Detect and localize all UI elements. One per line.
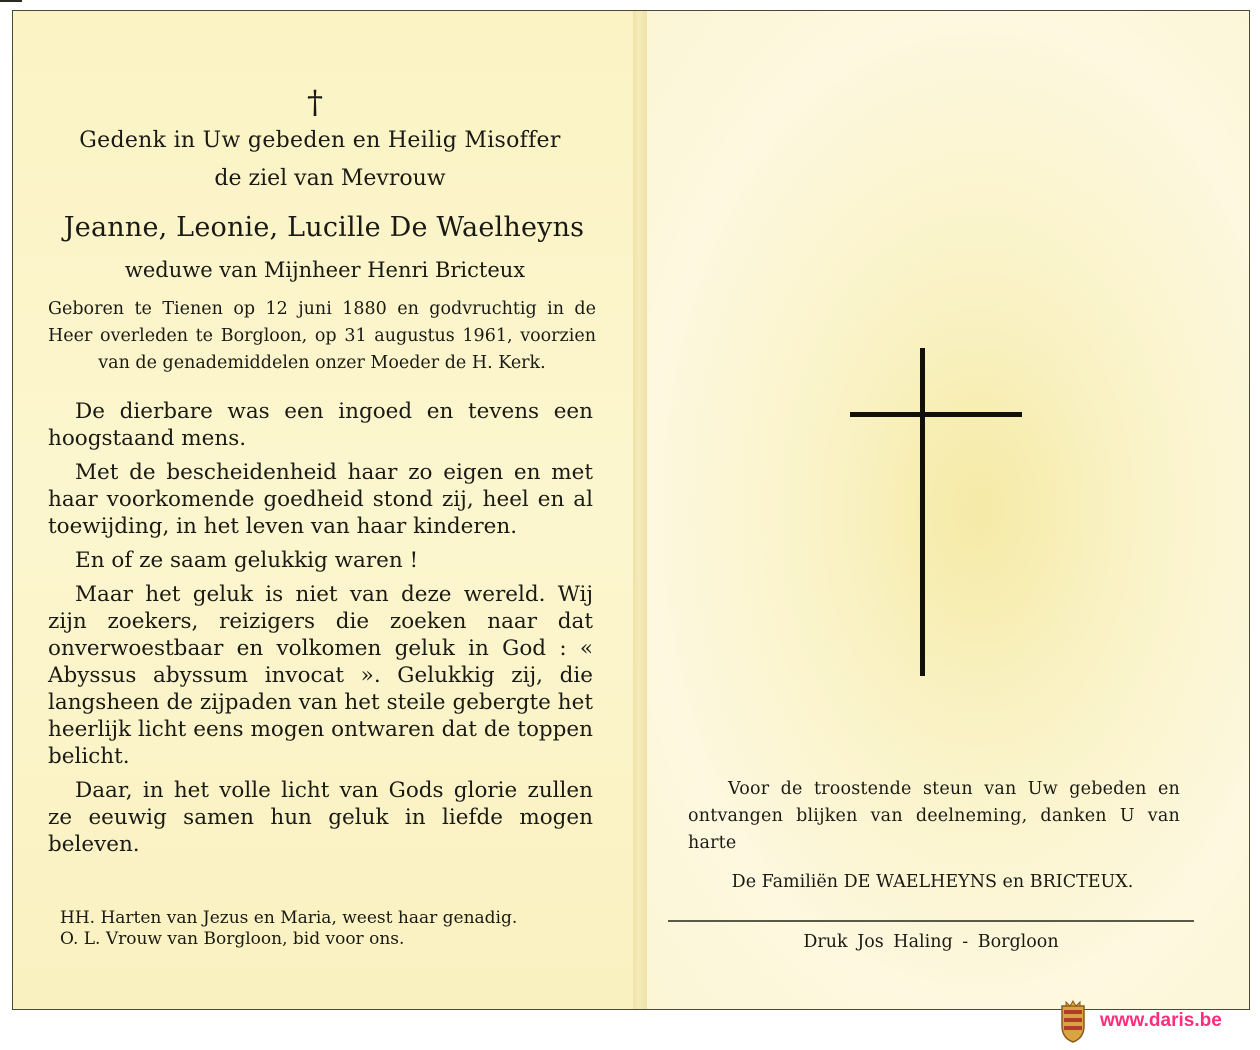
prayer-2: O. L. Vrouw van Borgloon, bid voor ons. [60, 929, 405, 949]
deceased-name: Jeanne, Leonie, Lucille De Waelheyns [63, 212, 585, 243]
right-panel [647, 11, 1249, 1009]
large-cross-vertical-icon [920, 348, 925, 676]
thanks-paragraph: Voor de troostende steun van Uw gebeden en ontvangen blijken van deelneming, danken U van harte [688, 779, 1180, 853]
memorial-text [48, 398, 593, 865]
watermark-link[interactable]: www.daris.be [1100, 1010, 1222, 1031]
prayer-1: HH. Harten van Jezus en Maria, weest haar genadig. [60, 908, 518, 928]
paragraph-4: Maar het geluk is niet van deze wereld. Wij zijn zoekers, reizigers die zoeken naar dat onverwoestbaar en volkomen geluk in God : « Abyssus abyssum invocat ». Gelukkig zij, die langsheen de zijpaden van het steile gebergte het heerlijk licht eens mogen ontwaren dat de toppen belicht. [48, 582, 593, 769]
thanks-text [688, 776, 1180, 857]
paragraph-2: Met de bescheidenheid haar zo eigen en met haar voorkomende goedheid stond zij, heel en al toewijding, in het leven van haar kinderen. [48, 460, 593, 539]
divider-rule [668, 920, 1194, 922]
widow-of-line: weduwe van Mijnheer Henri Bricteux [124, 258, 526, 282]
printer-line: Druk Jos Haling - Borgloon [803, 932, 1059, 952]
paragraph-3: En of ze saam gelukkig waren ! [75, 548, 419, 573]
intro-line-1: Gedenk in Uw gebeden en Heilig Misoffer [79, 128, 561, 153]
paragraph-1: De dierbare was een ingoed en tevens een hoogstaand mens. [48, 399, 593, 451]
intro-line-2: de ziel van Mevrouw [214, 166, 446, 191]
prayers [60, 908, 600, 950]
small-cross-icon: † [307, 83, 323, 121]
card-fold [633, 11, 647, 1009]
coat-of-arms-icon [1058, 1000, 1088, 1044]
birth-death-text: Geboren te Tienen op 12 juni 1880 en godvruchtig in de Heer overleden te Borgloon, op 31 augustus 1961, voorzien van de genademiddelen onzer Moeder de H. Kerk. [48, 299, 596, 373]
separator-dash [0, 0, 22, 2]
paragraph-5: Daar, in het volle licht van Gods glorie zullen ze eeuwig samen hun geluk in liefde mogen beleven. [48, 778, 593, 857]
large-cross-horizontal-icon [850, 412, 1022, 417]
families-line: De Familiën DE WAELHEYNS en BRICTEUX. [731, 872, 1134, 892]
